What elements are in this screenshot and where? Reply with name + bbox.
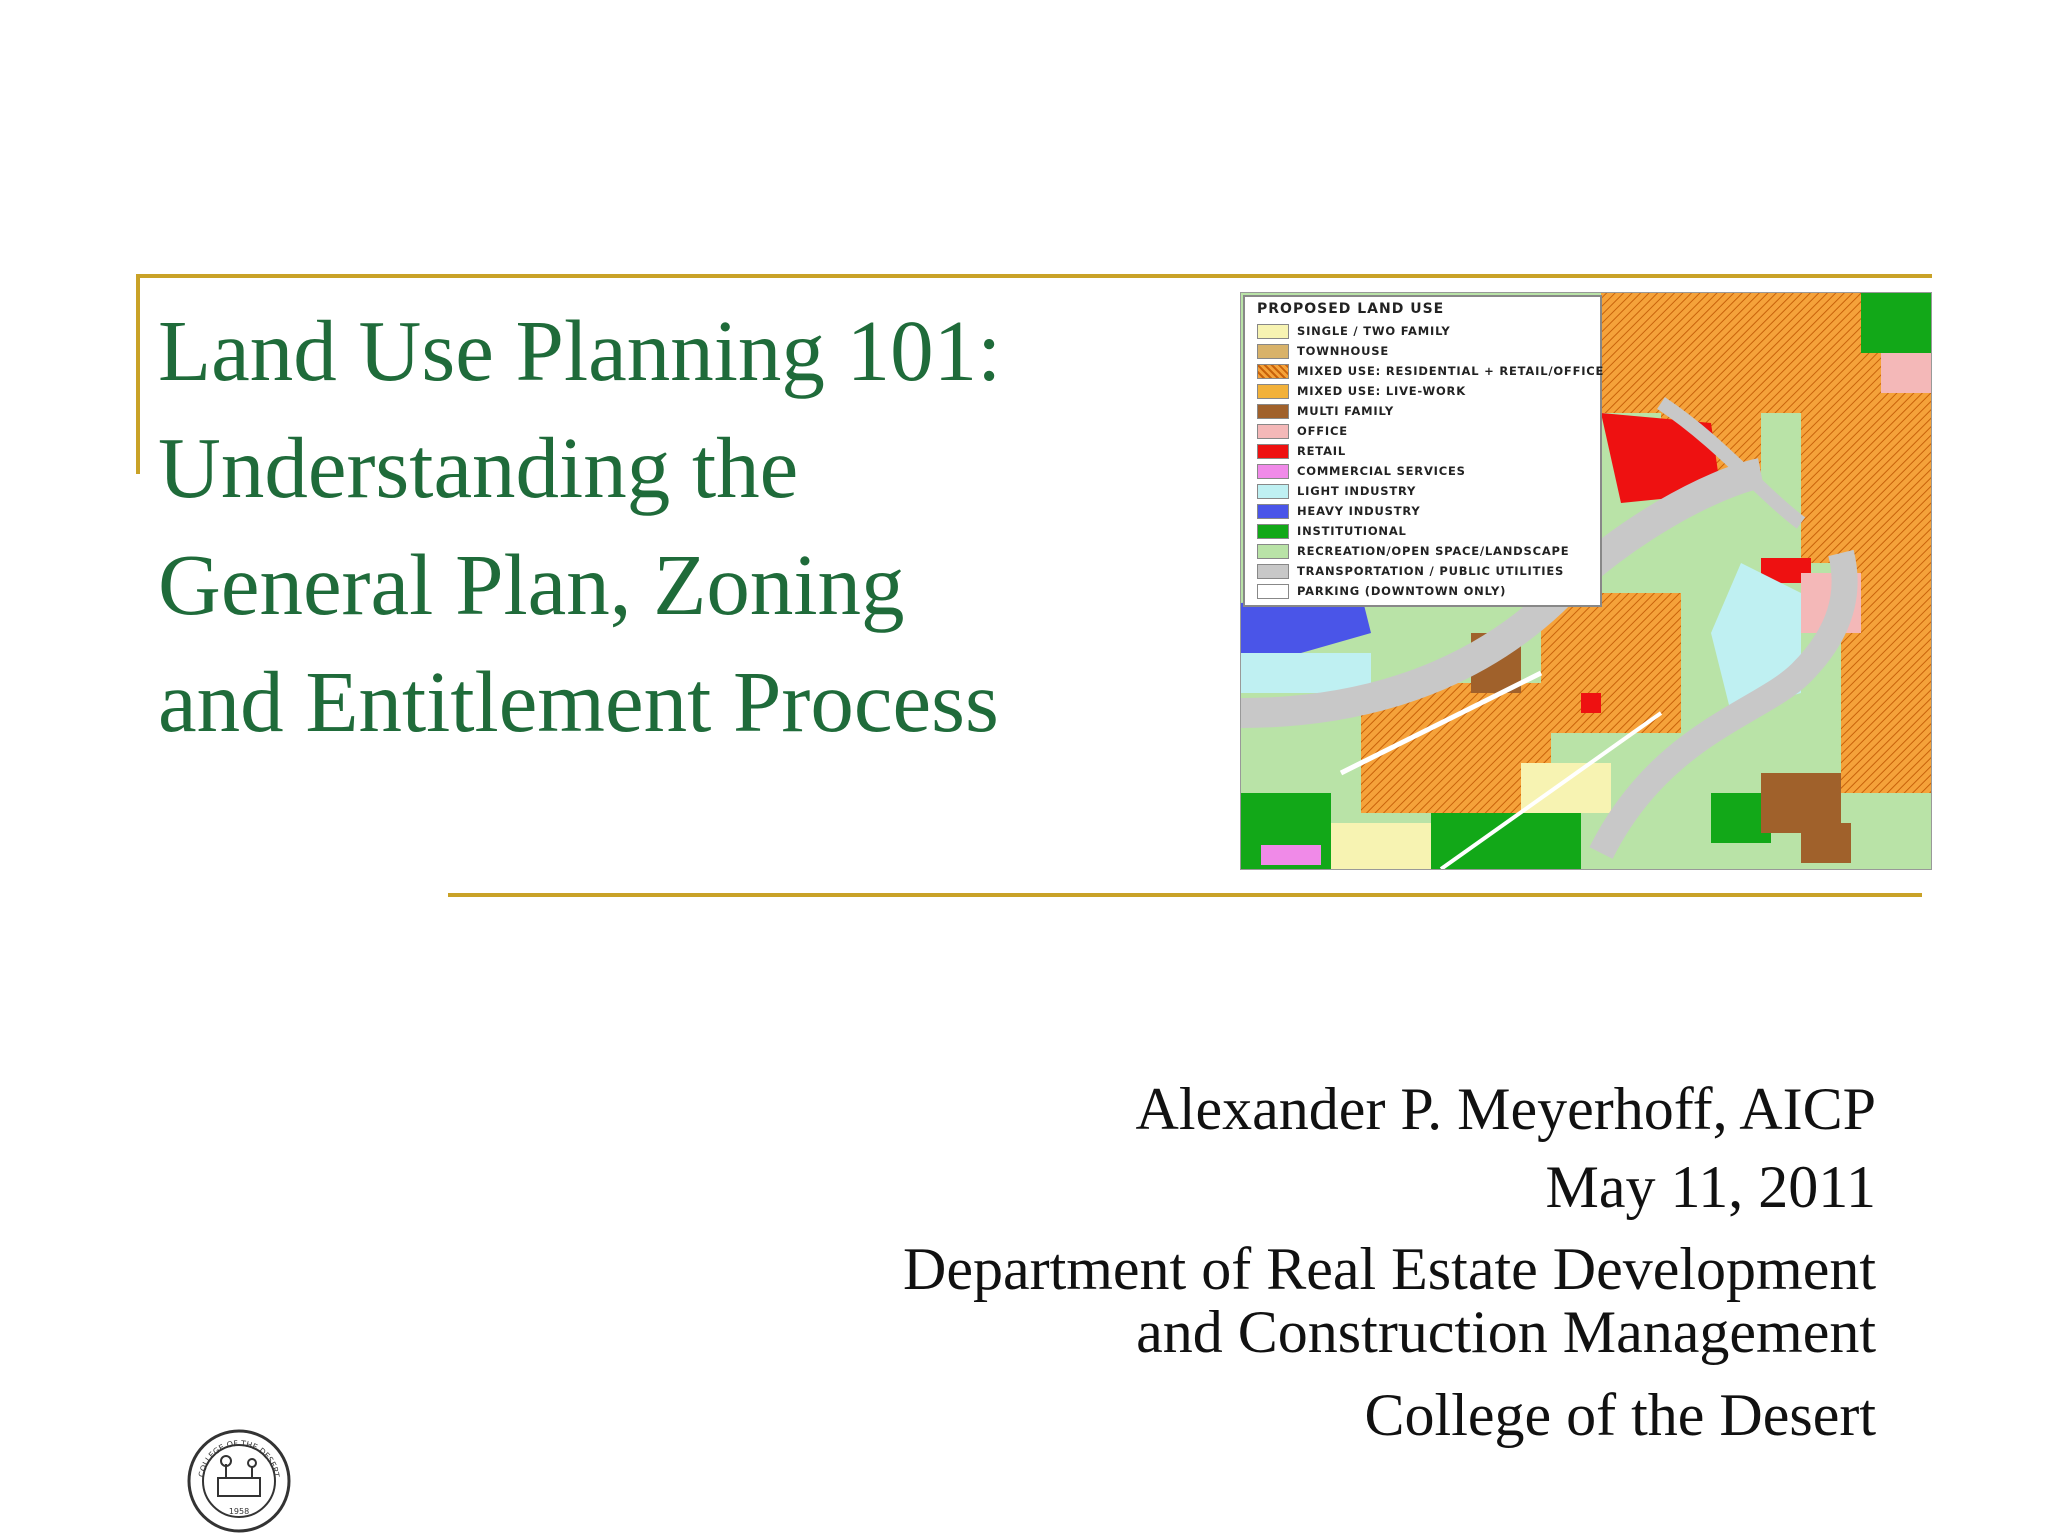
title-line-2: Understanding the [158, 419, 799, 516]
legend-item [1257, 442, 1346, 460]
legend-label: RECREATION/OPEN SPACE/LANDSCAPE [1297, 544, 1570, 558]
legend-swatch [1257, 524, 1289, 539]
legend-label: TOWNHOUSE [1297, 344, 1390, 358]
legend-item [1257, 402, 1394, 420]
legend-swatch [1257, 324, 1289, 339]
legend-swatch [1257, 464, 1289, 479]
legend-item [1257, 322, 1451, 340]
legend-item [1257, 362, 1604, 380]
accent-rule-bottom [448, 893, 1922, 897]
legend-item [1257, 462, 1466, 480]
legend-item [1257, 542, 1569, 560]
seal-year: 1958 [228, 1507, 250, 1516]
legend-swatch [1257, 364, 1289, 379]
legend-item [1257, 562, 1564, 580]
legend-label: TRANSPORTATION / PUBLIC UTILITIES [1297, 564, 1565, 578]
legend-label: LIGHT INDUSTRY [1297, 484, 1417, 498]
map-legend [1243, 295, 1605, 607]
legend-swatch [1257, 504, 1289, 519]
slide-title [158, 292, 1218, 760]
institution-name: College of the Desert [1364, 1382, 1876, 1448]
legend-label: MIXED USE: RESIDENTIAL + RETAIL/OFFICE [1297, 364, 1605, 378]
legend-swatch [1257, 404, 1289, 419]
legend-label: MULTI FAMILY [1297, 404, 1394, 418]
legend-item [1257, 582, 1506, 600]
legend-swatch [1257, 384, 1289, 399]
byline [676, 1070, 1876, 1454]
title-line-3: General Plan, Zoning [158, 536, 905, 633]
legend-item [1257, 342, 1389, 360]
legend-swatch [1257, 544, 1289, 559]
title-line-4: and Entitlement Process [158, 653, 999, 750]
legend-swatch [1257, 484, 1289, 499]
author-name: Alexander P. Meyerhoff, AICP [1135, 1076, 1876, 1142]
seal-text: COLLEGE OF THE DESERT [197, 1438, 281, 1478]
legend-title: PROPOSED LAND USE [1257, 301, 1445, 317]
legend-item [1257, 382, 1466, 400]
legend-label: MIXED USE: LIVE-WORK [1297, 384, 1466, 398]
legend-item [1257, 422, 1348, 440]
legend-label: RETAIL [1297, 444, 1346, 458]
accent-rule-top [136, 274, 1932, 278]
title-line-1: Land Use Planning 101: [158, 302, 1002, 399]
accent-rule-left [136, 274, 140, 474]
legend-swatch [1257, 344, 1289, 359]
legend-label: COMMERCIAL SERVICES [1297, 464, 1466, 478]
land-use-map [1240, 292, 1932, 870]
legend-swatch [1257, 444, 1289, 459]
college-seal-icon [186, 1428, 292, 1534]
legend-swatch [1257, 584, 1289, 599]
legend-item [1257, 502, 1421, 520]
department-line-2: and Construction Management [1136, 1299, 1876, 1365]
legend-label: INSTITUTIONAL [1297, 524, 1407, 538]
legend-label: PARKING (DOWNTOWN ONLY) [1297, 584, 1507, 598]
department-line-1: Department of Real Estate Development [903, 1236, 1876, 1302]
legend-item [1257, 522, 1407, 540]
presentation-date: May 11, 2011 [1545, 1154, 1876, 1220]
legend-label: HEAVY INDUSTRY [1297, 504, 1421, 518]
legend-label: SINGLE / TWO FAMILY [1297, 324, 1451, 338]
legend-swatch [1257, 424, 1289, 439]
legend-label: OFFICE [1297, 424, 1348, 438]
legend-item [1257, 482, 1416, 500]
legend-swatch [1257, 564, 1289, 579]
